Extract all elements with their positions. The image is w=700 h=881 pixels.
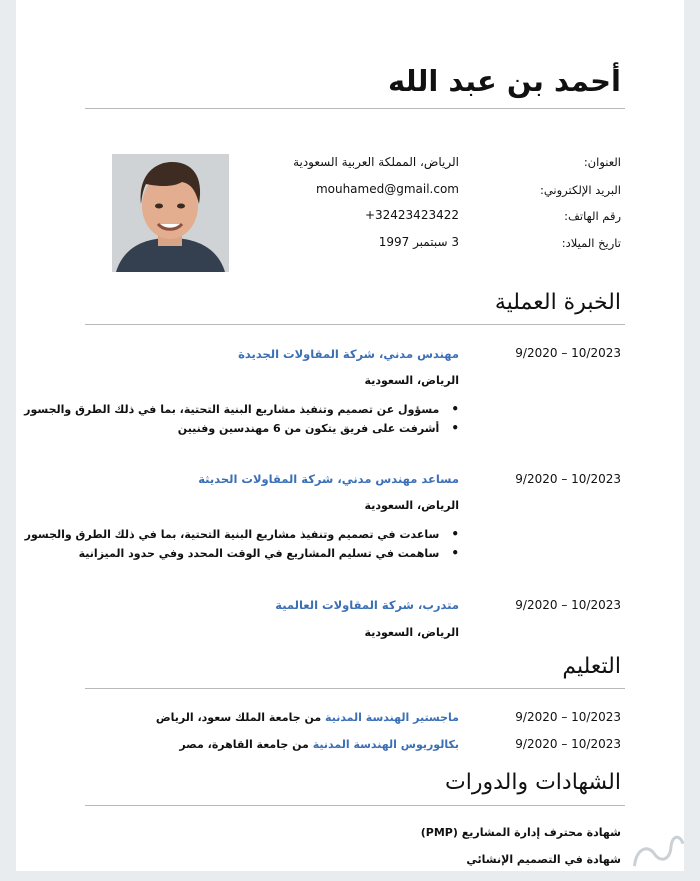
education-heading: التعليم bbox=[562, 654, 621, 679]
education-school: من جامعة الملك سعود، الرياض bbox=[155, 711, 322, 724]
education-date: 9/2020 – 10/2023 bbox=[515, 710, 621, 724]
job-title[interactable]: مساعد مهندس مدني، شركة المقاولات الحديثة bbox=[198, 472, 459, 486]
job-bullet: • ساعدت في تصميم وتنفيذ مشاريع البنية التحتية، بما في ذلك الطرق والجسور bbox=[25, 527, 459, 541]
address-value: الرياض، المملكة العربية السعودية bbox=[293, 155, 459, 169]
job-date: 9/2020 – 10/2023 bbox=[515, 472, 621, 486]
experience-divider bbox=[85, 324, 625, 325]
job-date: 9/2020 – 10/2023 bbox=[515, 598, 621, 612]
job-location: الرياض، السعودية bbox=[364, 626, 459, 639]
certificate-item: شهادة في التصميم الإنشائي bbox=[466, 853, 621, 866]
phone-label: رقم الهاتف: bbox=[564, 209, 621, 223]
person-name: أحمد بن عبد الله bbox=[388, 64, 621, 98]
education-degree[interactable]: ماجستير الهندسة المدنية bbox=[325, 711, 459, 724]
job-bullet: • مسؤول عن تصميم وتنفيذ مشاريع البنية التحتية، بما في ذلك الطرق والجسور bbox=[24, 402, 459, 416]
job-date: 9/2020 – 10/2023 bbox=[515, 346, 621, 360]
job-title[interactable]: مهندس مدني، شركة المقاولات الجديدة bbox=[238, 347, 459, 361]
birth-label: تاريخ الميلاد: bbox=[561, 236, 621, 250]
education-item bbox=[179, 738, 459, 751]
job-bullet: • ساهمت في تسليم المشاريع في الوقت المحدد وفي حدود الميزانية bbox=[79, 546, 459, 560]
name-divider bbox=[85, 108, 625, 109]
experience-heading: الخبرة العملية bbox=[494, 290, 621, 315]
certificates-divider bbox=[85, 805, 625, 806]
address-label: العنوان: bbox=[583, 155, 621, 169]
certificate-item: شهادة محترف إدارة المشاريع (PMP) bbox=[420, 826, 621, 839]
profile-photo bbox=[112, 154, 229, 272]
email-value[interactable]: mouhamed@gmail.com bbox=[315, 182, 459, 196]
job-location: الرياض، السعودية bbox=[364, 374, 459, 387]
education-item bbox=[156, 711, 459, 724]
birth-value: 3 سبتمبر 1997 bbox=[378, 235, 459, 249]
job-bullet: • أشرفت على فريق يتكون من 6 مهندسين وفنيين bbox=[178, 421, 459, 435]
education-school: من جامعة القاهرة، مصر bbox=[179, 738, 309, 751]
person-portrait-icon bbox=[112, 154, 229, 272]
education-divider bbox=[85, 688, 625, 689]
education-degree[interactable]: بكالوريوس الهندسة المدنية bbox=[312, 738, 459, 751]
phone-value: +32423423422 bbox=[364, 208, 459, 222]
cv-page bbox=[16, 0, 684, 871]
job-title[interactable]: متدرب، شركة المقاولات العالمية bbox=[275, 598, 459, 612]
email-label: البريد الإلكتروني: bbox=[539, 183, 621, 197]
education-date: 9/2020 – 10/2023 bbox=[515, 737, 621, 751]
job-location: الرياض، السعودية bbox=[364, 499, 459, 512]
certificates-heading: الشهادات والدورات bbox=[445, 770, 621, 795]
